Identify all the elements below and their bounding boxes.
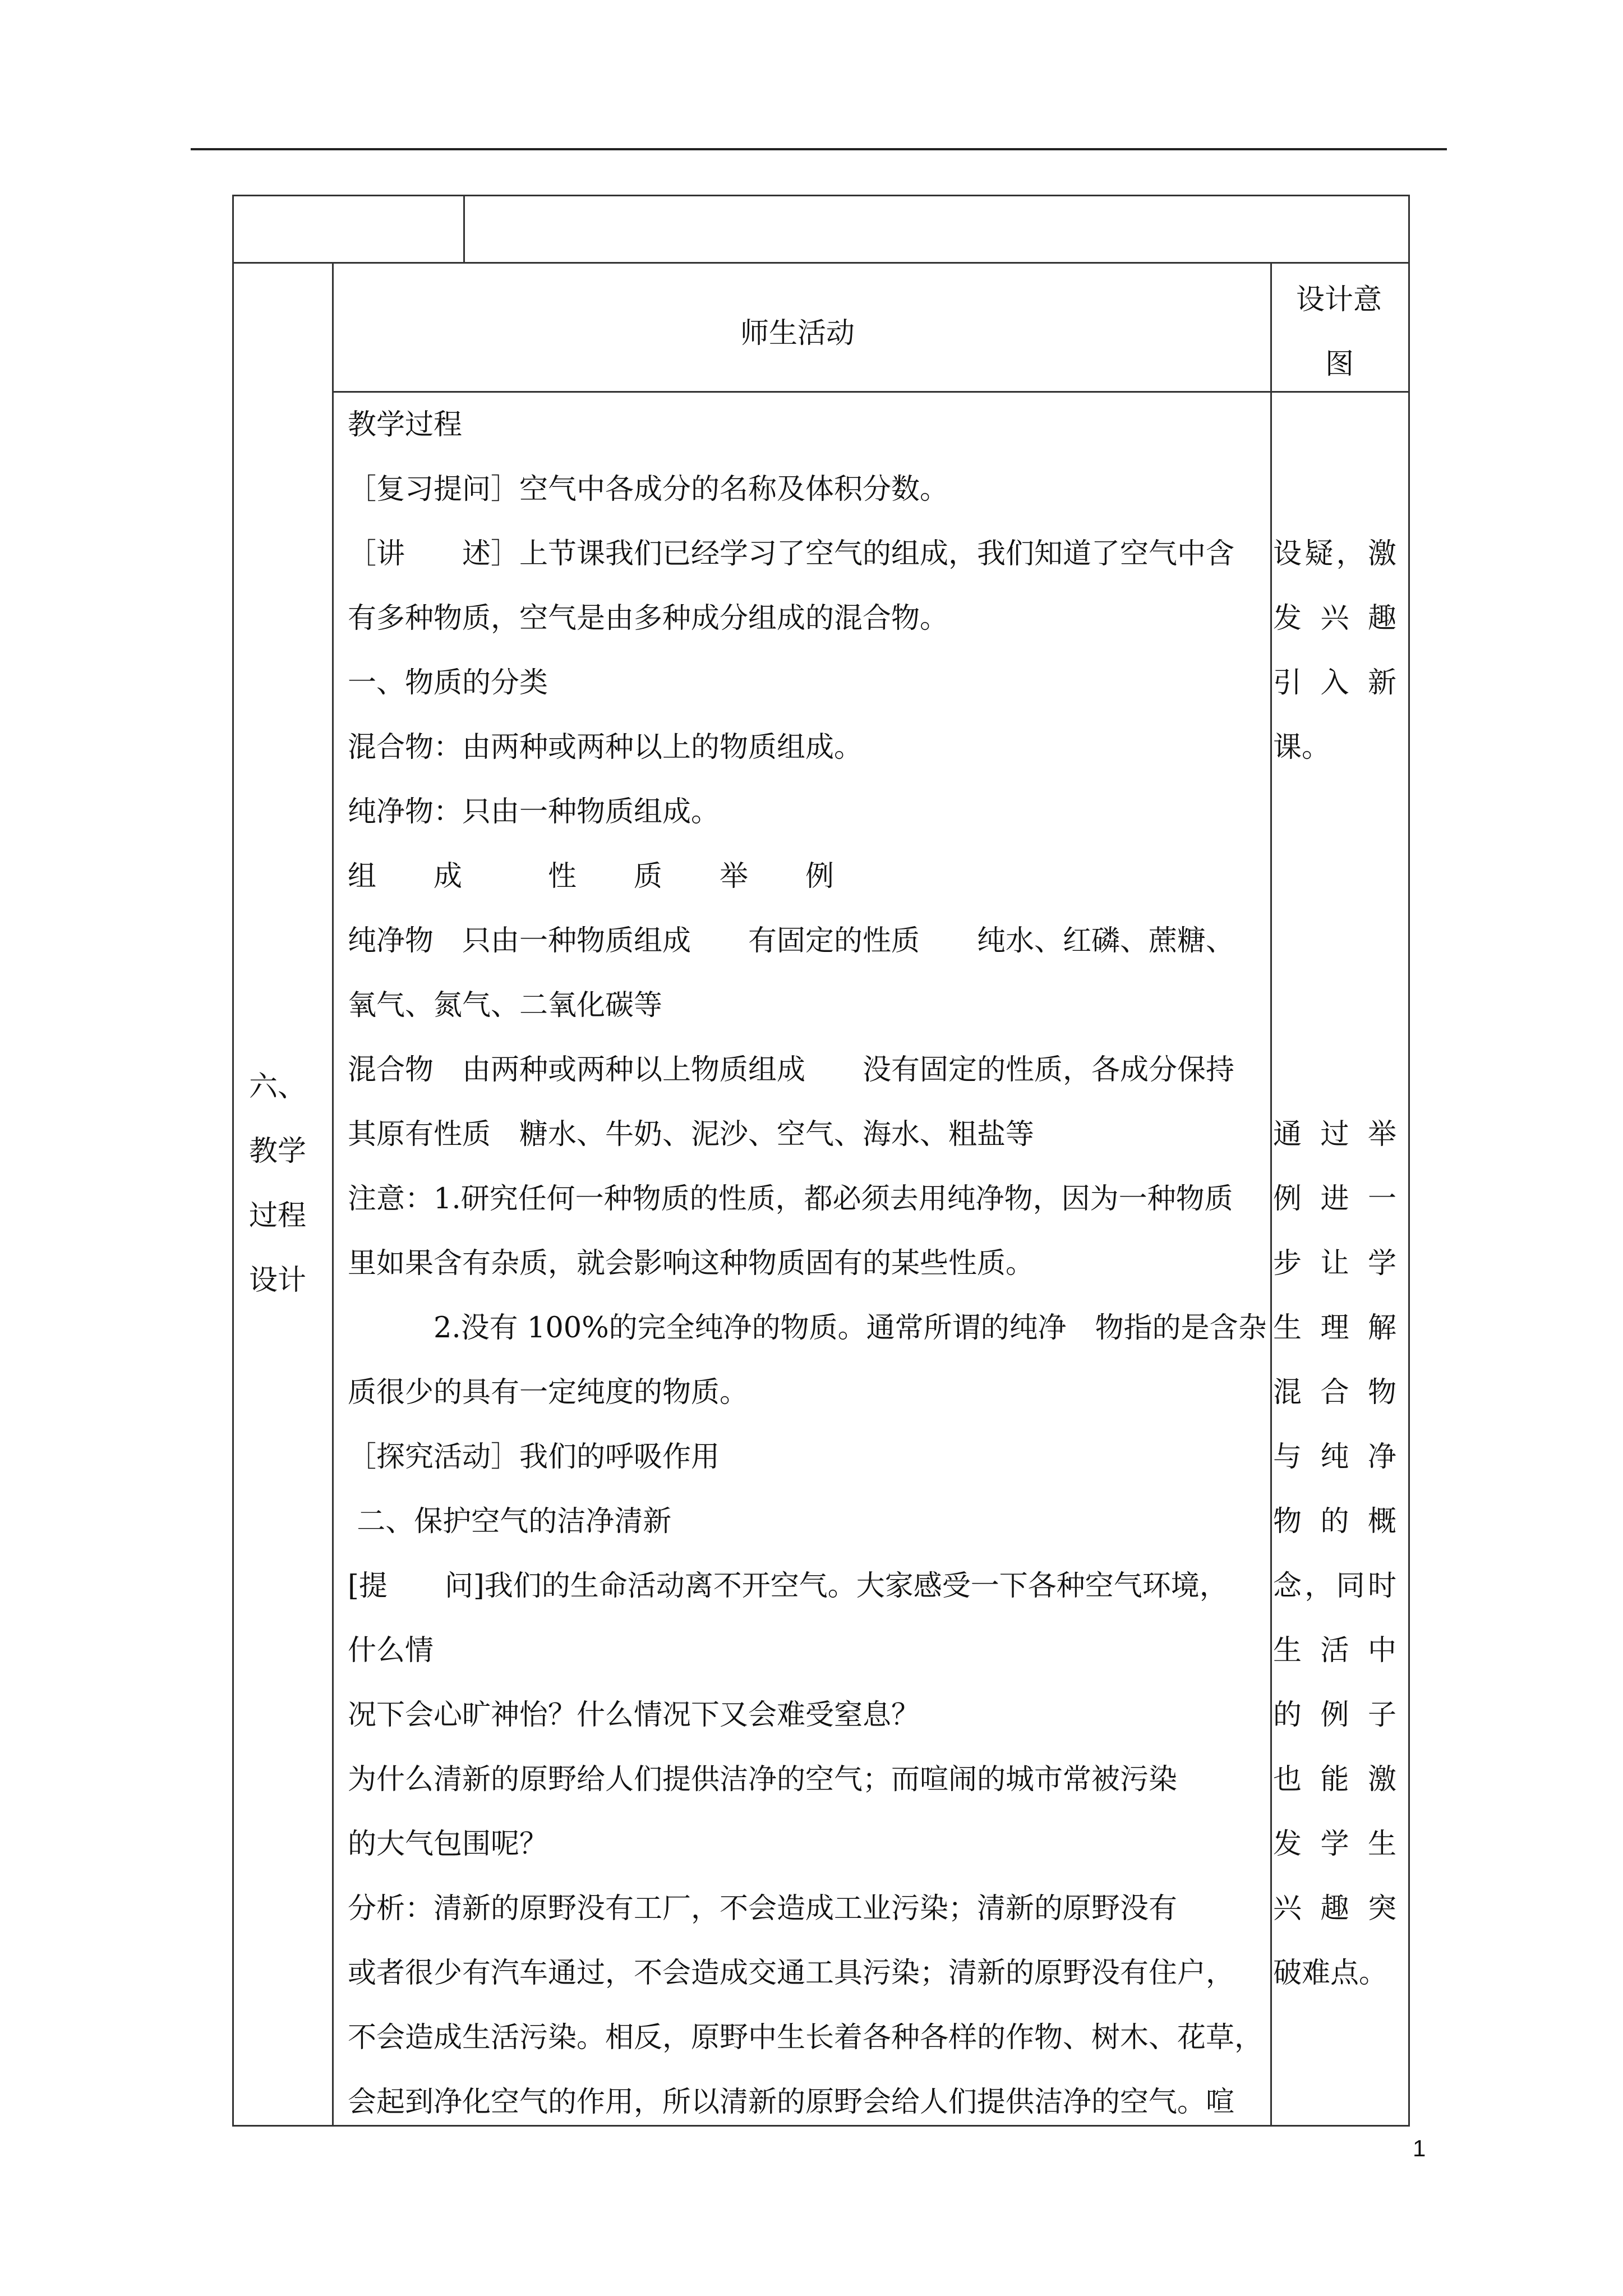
intent-line: 念，同时 bbox=[1273, 1570, 1396, 1603]
table-row-divider bbox=[232, 262, 1410, 264]
intent-block-1 bbox=[1273, 522, 1396, 780]
section-label-line: 设计 bbox=[248, 1264, 306, 1297]
intent-column-header-line-2: 图 bbox=[1325, 348, 1354, 381]
content-line: 里如果含有杂质，就会影响这种物质固有的某些性质。 bbox=[348, 1247, 1035, 1280]
content-line: 组 成 性 质 举 例 bbox=[348, 860, 834, 893]
content-line: 为什么清新的原野给人们提供洁净的空气；而喧闹的城市常被污染 bbox=[348, 1763, 1178, 1796]
intent-line: 的例子 bbox=[1273, 1699, 1396, 1732]
intent-line: 兴趣突 bbox=[1273, 1892, 1396, 1925]
intent-line: 物的概 bbox=[1273, 1505, 1396, 1538]
intent-line: 生活中 bbox=[1273, 1634, 1396, 1667]
content-line: 二、保护空气的洁净清新 bbox=[348, 1505, 672, 1538]
intent-line: 与纯净 bbox=[1273, 1441, 1396, 1474]
table-border-right bbox=[1408, 195, 1410, 2127]
intent-line: 破难点。 bbox=[1273, 1957, 1388, 1990]
intent-block-2 bbox=[1273, 1102, 1396, 2005]
content-line: 或者很少有汽车通过，不会造成交通工具污染；清新的原野没有住户， bbox=[348, 1957, 1235, 1990]
intent-line: 发学生 bbox=[1273, 1828, 1396, 1861]
content-line: ［复习提问］空气中各成分的名称及体积分数。 bbox=[348, 473, 949, 506]
content-line: 会起到净化空气的作用，所以清新的原野会给人们提供洁净的空气。喧 bbox=[348, 2086, 1235, 2119]
content-line: 氧气、氮气、二氧化碳等 bbox=[348, 989, 663, 1022]
content-line: 教学过程 bbox=[348, 408, 463, 441]
content-line: 质很少的具有一定纯度的物质。 bbox=[348, 1376, 749, 1409]
table-col-divider-activity bbox=[332, 262, 334, 2127]
header-rule bbox=[191, 148, 1447, 150]
content-line: 有多种物质，空气是由多种成分组成的混合物。 bbox=[348, 602, 949, 635]
content-line: 一、物质的分类 bbox=[348, 666, 548, 700]
section-label-line: 六、 bbox=[248, 1070, 306, 1103]
content-line: 纯净物：只由一种物质组成。 bbox=[348, 795, 720, 829]
intent-column-header-line-1: 设计意 bbox=[1296, 283, 1382, 316]
section-label bbox=[241, 1055, 314, 1313]
table-border-top bbox=[232, 195, 1410, 196]
intent-line: 引入新 bbox=[1273, 666, 1396, 700]
content-line: 其原有性质 糖水、牛奶、泥沙、空气、海水、粗盐等 bbox=[348, 1118, 1035, 1151]
page-number: 1 bbox=[1413, 2135, 1426, 2161]
table-header-divider bbox=[332, 391, 1410, 393]
intent-line: 设疑，激 bbox=[1273, 537, 1396, 570]
intent-line: 课。 bbox=[1273, 731, 1331, 764]
section-label-line: 过程 bbox=[248, 1199, 306, 1232]
content-line: ［讲 述］上节课我们已经学习了空气的组成，我们知道了空气中含 bbox=[348, 537, 1235, 570]
content-line: 纯净物 只由一种物质组成 有固定的性质 纯水、红磷、蔗糖、 bbox=[348, 924, 1235, 958]
activity-column-header: 师生活动 bbox=[740, 317, 855, 350]
content-line: ［探究活动］我们的呼吸作用 bbox=[348, 1441, 720, 1474]
table-col-divider-intent bbox=[1270, 262, 1272, 2127]
table-top-row-divider bbox=[463, 195, 465, 264]
intent-line: 混合物 bbox=[1273, 1376, 1396, 1409]
content-line: 什么情 bbox=[348, 1634, 434, 1667]
intent-line: 例进一 bbox=[1273, 1182, 1396, 1216]
intent-line: 步让学 bbox=[1273, 1247, 1396, 1280]
section-label-line: 教学 bbox=[248, 1135, 306, 1168]
content-line: 注意：1.研究任何一种物质的性质，都必须去用纯净物，因为一种物质 bbox=[348, 1182, 1233, 1216]
content-line: [提 问]我们的生命活动离不开空气。大家感受一下各种空气环境， bbox=[348, 1570, 1228, 1603]
content-line: 不会造成生活污染。相反，原野中生长着各种各样的作物、树木、花草， bbox=[348, 2021, 1264, 2054]
intent-line: 生理解 bbox=[1273, 1312, 1396, 1345]
intent-line: 发兴趣 bbox=[1273, 602, 1396, 635]
table-border-left bbox=[232, 195, 234, 2127]
content-line: 2.没有 100%的完全纯净的物质。通常所谓的纯净 物指的是含杂 bbox=[348, 1312, 1267, 1345]
content-line: 混合物：由两种或两种以上的物质组成。 bbox=[348, 731, 863, 764]
content-line: 分析：清新的原野没有工厂，不会造成工业污染；清新的原野没有 bbox=[348, 1892, 1178, 1925]
intent-line: 通过举 bbox=[1273, 1118, 1396, 1151]
intent-line: 也能激 bbox=[1273, 1763, 1396, 1796]
content-line: 混合物 由两种或两种以上物质组成 没有固定的性质，各成分保持 bbox=[348, 1053, 1235, 1087]
content-line: 况下会心旷神怡？什么情况下又会难受窒息？ bbox=[348, 1699, 920, 1732]
content-line: 的大气包围呢？ bbox=[348, 1828, 548, 1861]
